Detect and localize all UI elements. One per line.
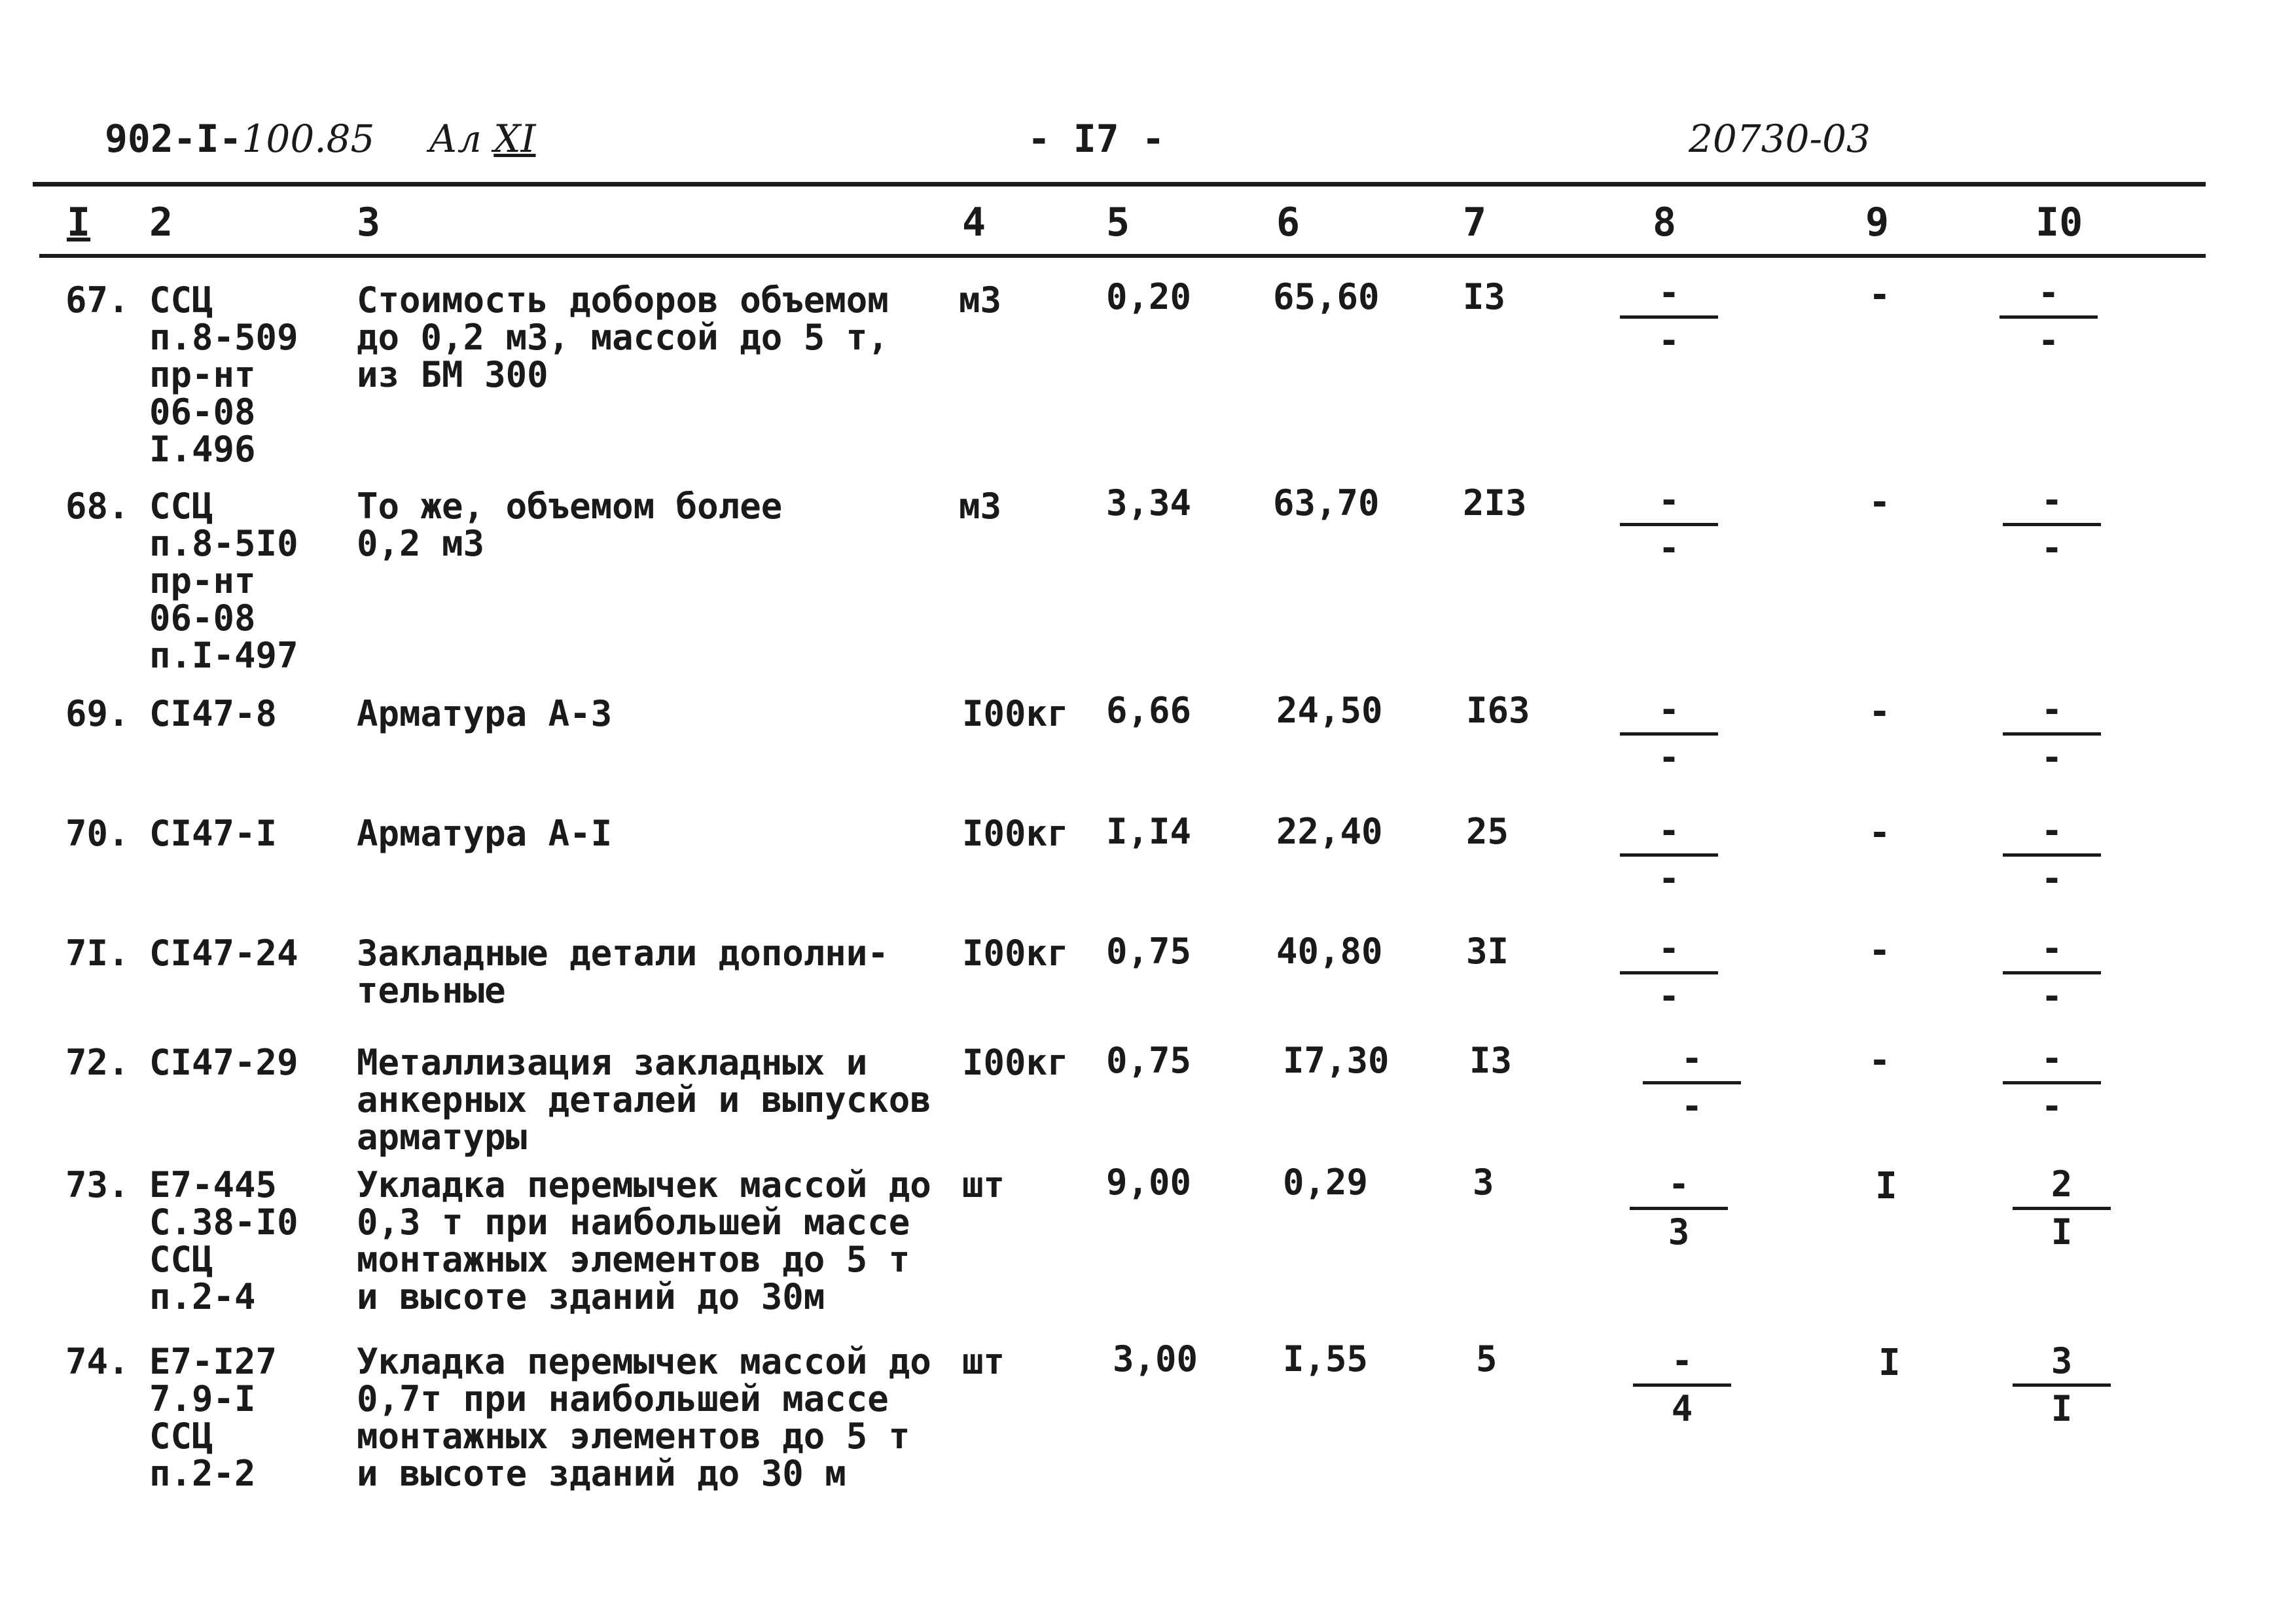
document-code-printed: 902-I-: [105, 116, 242, 161]
col8-numerator: -: [1668, 1164, 1690, 1205]
total-cost: 25: [1466, 811, 1509, 852]
fraction-bar: [1630, 1207, 1728, 1210]
col9-value: -: [1869, 274, 1891, 316]
work-description: Укладка перемычек массой до 0,3 т при наибольшей массе монтажных элементов до 5 т и высоте зданий до 30м: [357, 1164, 931, 1317]
total-cost: I63: [1466, 690, 1530, 731]
col8-fraction: [1620, 690, 1718, 777]
norm-code: Е7-445 C.38-I0 ССЦ п.2-4: [149, 1164, 298, 1317]
quantity: 0,75: [1106, 931, 1192, 972]
col10-fraction: [2003, 1039, 2101, 1126]
work-description: Закладные детали дополни- тельные: [357, 933, 889, 1011]
col8-denominator: -: [1658, 320, 1680, 361]
fraction-bar: [2000, 315, 2098, 319]
col10-fraction: [2003, 481, 2101, 568]
col10-numerator: 2: [2051, 1164, 2073, 1205]
norm-code: CI47-29: [149, 1042, 298, 1083]
top-rule: [33, 182, 2206, 187]
row-number: 70.: [65, 813, 130, 854]
work-description: Стоимость доборов объемом до 0,2 м3, массой до 5 т, из БМ 300: [357, 279, 889, 395]
work-description: Укладка перемычек массой до 0,7т при наибольшей массе монтажных элементов до 5 т и высоте зданий до 30 м: [357, 1341, 931, 1494]
quantity: I,I4: [1106, 811, 1192, 852]
page-number: - I7 -: [1028, 116, 1165, 161]
col10-denominator: -: [2041, 737, 2063, 778]
col10-denominator: -: [2041, 1086, 2063, 1127]
total-cost: 3I: [1466, 931, 1509, 972]
quantity: 0,75: [1106, 1040, 1192, 1081]
col10-denominator: -: [2037, 320, 2060, 361]
fraction-bar: [2003, 853, 2101, 857]
col-header-9: 9: [1865, 200, 1890, 245]
col8-fraction: [1630, 1165, 1728, 1252]
col8-fraction: [1620, 929, 1718, 1016]
col8-numerator: -: [1658, 480, 1680, 521]
right-document-code: 20730-03: [1689, 116, 1871, 161]
col8-numerator: -: [1658, 689, 1680, 730]
fraction-bar: [1620, 853, 1718, 857]
col8-denominator: -: [1658, 976, 1680, 1017]
work-description: Металлизация закладных и анкерных деталей и выпусков арматуры: [357, 1042, 931, 1158]
quantity: 0,20: [1106, 276, 1192, 317]
album-label: [429, 116, 536, 161]
col10-denominator: -: [2041, 858, 2063, 899]
unit-price: 40,80: [1276, 931, 1383, 972]
col-header-4: 4: [962, 200, 986, 245]
col8-denominator: -: [1658, 737, 1680, 778]
total-cost: I3: [1463, 276, 1506, 317]
work-description: Арматура А-I: [357, 813, 613, 854]
unit: шт: [962, 1341, 1005, 1382]
col10-denominator: I: [2051, 1388, 2073, 1429]
fraction-bar: [2013, 1383, 2111, 1387]
unit: м3: [959, 486, 1002, 527]
fraction-bar: [1620, 971, 1718, 974]
col9-value: -: [1869, 690, 1891, 733]
col8-fraction: [1620, 812, 1718, 899]
col10-denominator: I: [2051, 1211, 2073, 1253]
unit-price: I,55: [1283, 1338, 1369, 1380]
col-header-5: 5: [1106, 200, 1130, 245]
row-number: 73.: [65, 1164, 130, 1205]
unit-price: 65,60: [1273, 276, 1380, 317]
unit-price: 22,40: [1276, 811, 1383, 852]
fraction-bar: [1620, 732, 1718, 736]
col10-fraction: [2003, 929, 2101, 1016]
fraction-bar: [2003, 732, 2101, 736]
row-number: 74.: [65, 1341, 130, 1382]
col8-denominator: -: [1681, 1086, 1703, 1127]
document-code: [105, 116, 374, 161]
unit-price: I7,30: [1283, 1040, 1390, 1081]
col8-fraction: [1620, 481, 1718, 568]
quantity: 3,34: [1106, 482, 1192, 524]
col10-numerator: -: [2041, 480, 2063, 521]
col10-fraction: [2003, 690, 2101, 777]
fraction-bar: [2003, 1081, 2101, 1084]
norm-code: CI47-24: [149, 933, 298, 974]
unit: I00кг: [962, 1042, 1069, 1083]
album-number: XI: [493, 116, 536, 161]
col-header-2: 2: [149, 200, 173, 245]
col10-fraction: [2000, 274, 2098, 361]
row-number: 67.: [65, 279, 130, 321]
unit: I00кг: [962, 813, 1069, 854]
col8-numerator: -: [1681, 1038, 1703, 1079]
row-number: 68.: [65, 486, 130, 527]
fraction-bar: [2013, 1207, 2111, 1210]
unit-price: 24,50: [1276, 690, 1383, 731]
unit: I00кг: [962, 933, 1069, 974]
norm-code: CI47-8: [149, 693, 278, 734]
col8-numerator: -: [1658, 928, 1680, 969]
total-cost: I3: [1469, 1040, 1513, 1081]
col9-value: I: [1878, 1342, 1901, 1384]
norm-code: CI47-I: [149, 813, 278, 854]
row-number: 69.: [65, 693, 130, 734]
col8-denominator: 4: [1671, 1388, 1693, 1429]
column-header-rule: [39, 254, 2206, 258]
col10-denominator: -: [2041, 976, 2063, 1017]
col-header-1: I: [67, 200, 91, 245]
col8-fraction: [1643, 1039, 1741, 1126]
norm-code: Е7-I27 7.9-I ССЦ п.2-2: [149, 1341, 278, 1494]
col9-value: -: [1869, 481, 1891, 524]
unit: I00кг: [962, 693, 1069, 734]
col10-numerator: -: [2041, 1038, 2063, 1079]
fraction-bar: [2003, 971, 2101, 974]
norm-code: ССЦ п.8-5I0 пр-нт 06-08 п.I-497: [149, 486, 298, 676]
col10-numerator: -: [2041, 689, 2063, 730]
col8-denominator: 3: [1668, 1211, 1690, 1253]
norm-code: ССЦ п.8-509 пр-нт 06-08 I.496: [149, 279, 298, 470]
col10-fraction: [2013, 1342, 2111, 1429]
fraction-bar: [2003, 523, 2101, 526]
fraction-bar: [1633, 1383, 1731, 1387]
col10-numerator: -: [2037, 272, 2060, 313]
col9-value: -: [1869, 1039, 1891, 1082]
row-number: 7I.: [65, 933, 130, 974]
col9-value: -: [1869, 812, 1891, 854]
quantity: 3,00: [1113, 1338, 1198, 1380]
col9-value: I: [1875, 1165, 1897, 1207]
work-description: Арматура А-3: [357, 693, 613, 734]
unit-price: 63,70: [1273, 482, 1380, 524]
quantity: 9,00: [1106, 1162, 1192, 1203]
row-number: 72.: [65, 1042, 130, 1083]
fraction-bar: [1620, 523, 1718, 526]
col-header-3: 3: [357, 200, 381, 245]
work-description: То же, объемом более 0,2 м3: [357, 486, 783, 564]
col10-numerator: -: [2041, 928, 2063, 969]
col-header-6: 6: [1276, 200, 1300, 245]
col-header-7: 7: [1463, 200, 1487, 245]
col10-numerator: -: [2041, 810, 2063, 851]
col-header-8: 8: [1653, 200, 1677, 245]
col8-numerator: -: [1671, 1340, 1693, 1382]
document-code-handwritten: 100.85: [242, 116, 375, 161]
col10-denominator: -: [2041, 527, 2063, 569]
col9-value: -: [1869, 929, 1891, 972]
col10-fraction: [2013, 1165, 2111, 1252]
col8-denominator: -: [1658, 858, 1680, 899]
unit: м3: [959, 279, 1002, 321]
fraction-bar: [1643, 1081, 1741, 1084]
total-cost: 3: [1473, 1162, 1494, 1203]
total-cost: 5: [1476, 1338, 1498, 1380]
total-cost: 2I3: [1463, 482, 1527, 524]
col8-fraction: [1620, 274, 1718, 361]
col-header-10: I0: [2036, 200, 2083, 245]
album-prefix: Ал: [429, 116, 482, 161]
col8-numerator: -: [1658, 272, 1680, 313]
unit: шт: [962, 1164, 1005, 1205]
unit-price: 0,29: [1283, 1162, 1369, 1203]
col8-numerator: -: [1658, 810, 1680, 851]
col8-denominator: -: [1658, 527, 1680, 569]
fraction-bar: [1620, 315, 1718, 319]
col10-fraction: [2003, 812, 2101, 899]
col10-numerator: 3: [2051, 1340, 2073, 1382]
quantity: 6,66: [1106, 690, 1192, 731]
col8-fraction: [1633, 1342, 1731, 1429]
